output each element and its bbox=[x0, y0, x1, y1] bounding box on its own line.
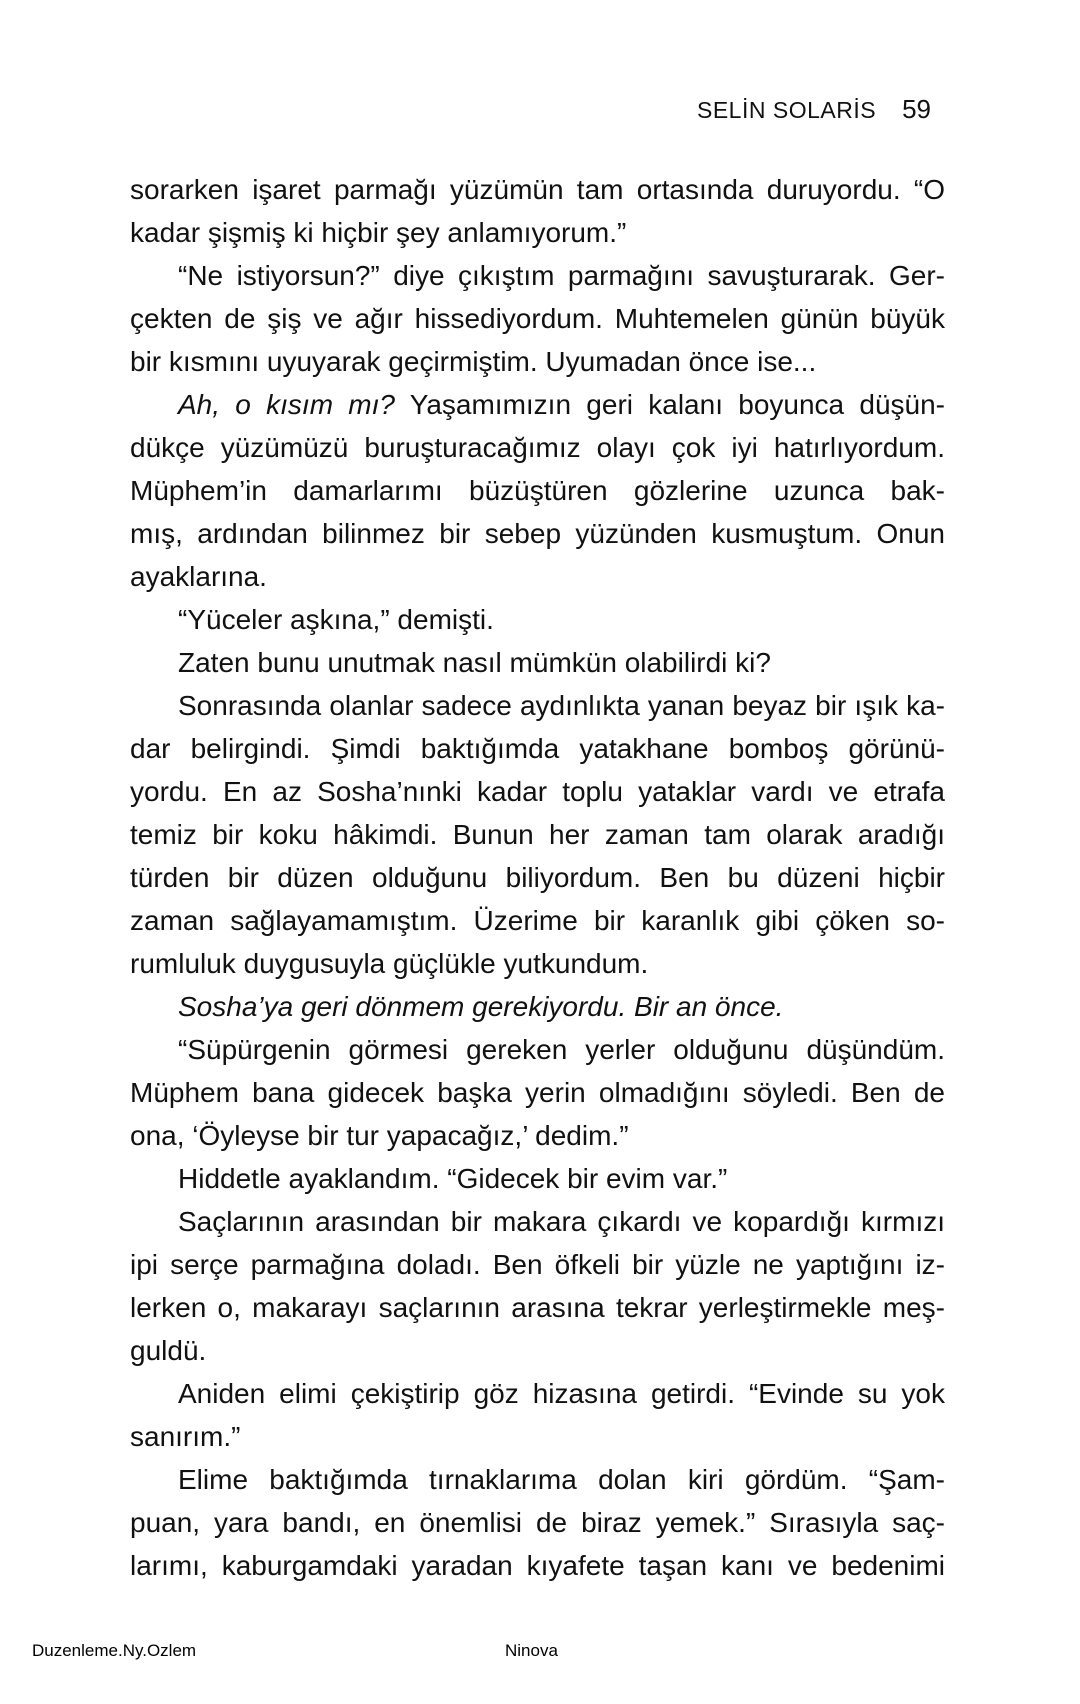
line-content bbox=[130, 905, 945, 936]
paragraph bbox=[130, 641, 945, 684]
text-line bbox=[130, 1157, 945, 1200]
running-title: SELİN SOLARİS bbox=[697, 97, 877, 123]
paragraph bbox=[130, 598, 945, 641]
line-text: mış, ardından bilinmez bir sebep yüzünden kusmuştum. Onun bbox=[130, 518, 945, 549]
text-line bbox=[130, 1200, 945, 1243]
paragraph bbox=[130, 1157, 945, 1200]
text-line bbox=[130, 1028, 945, 1071]
text-line bbox=[130, 813, 945, 856]
line-text: larımı, kaburgamdaki yaradan kıyafete taşan kanı ve bedenimi bbox=[130, 1550, 945, 1581]
text-line bbox=[130, 1329, 945, 1372]
line-text: Sonrasında olanlar sadece aydınlıkta yanan beyaz bir ışık ka- bbox=[178, 690, 945, 721]
line-text: “Süpürgenin görmesi gereken yerler olduğunu düşündüm. bbox=[178, 1034, 945, 1065]
paragraph bbox=[130, 383, 945, 598]
line-text: zaman sağlayamamıştım. Üzerime bir karanlık gibi çöken so- bbox=[130, 905, 945, 936]
line-text: Zaten bunu unutmak nasıl mümkün olabilirdi ki? bbox=[178, 647, 771, 678]
line-content bbox=[130, 733, 945, 764]
footer-credit: Duzenleme.Ny.Ozlem bbox=[32, 1641, 197, 1660]
line-content bbox=[130, 303, 945, 334]
text-line bbox=[130, 1372, 945, 1415]
line-text: temiz bir koku hâkimdi. Bunun her zaman tam olarak aradığı bbox=[130, 819, 945, 850]
line-content bbox=[130, 1550, 945, 1581]
text-line bbox=[130, 555, 945, 598]
line-content bbox=[178, 991, 783, 1022]
text-line bbox=[130, 1286, 945, 1329]
line-text: Sosha’ya geri dönmem gerekiyordu. Bir an önce. bbox=[178, 991, 784, 1022]
line-content bbox=[130, 1120, 629, 1151]
line-text: dar belirgindi. Şimdi baktığımda yatakhane bomboş görünü- bbox=[130, 733, 945, 764]
text-line bbox=[130, 340, 945, 383]
text-line bbox=[130, 1544, 945, 1587]
text-line bbox=[130, 598, 945, 641]
text-line bbox=[130, 942, 945, 985]
line-content bbox=[130, 174, 945, 205]
line-text: bir kısmını uyuyarak geçirmiştim. Uyumadan önce ise... bbox=[130, 346, 817, 377]
text-line bbox=[130, 1114, 945, 1157]
line-text: rumluluk duygusuyla güçlükle yutkundum. bbox=[130, 948, 649, 979]
line-content bbox=[178, 604, 494, 635]
text-line bbox=[130, 383, 945, 426]
line-text: “Yüceler aşkına,” demişti. bbox=[178, 604, 494, 635]
line-content bbox=[130, 862, 945, 893]
line-content bbox=[130, 776, 945, 807]
text-line bbox=[130, 1458, 945, 1501]
line-content bbox=[130, 518, 945, 549]
text-line bbox=[130, 1071, 945, 1114]
line-text: Aniden elimi çekiştirip göz hizasına getirdi. “Evinde su yok bbox=[178, 1378, 945, 1409]
line-text: ayaklarına. bbox=[130, 561, 267, 592]
paragraph bbox=[130, 254, 945, 383]
paragraph bbox=[130, 1372, 945, 1458]
line-content bbox=[130, 819, 945, 850]
line-text: kadar şişmiş ki hiçbir şey anlamıyorum.” bbox=[130, 217, 627, 248]
line-text: lerken o, makarayı saçlarının arasına tekrar yerleştirmekle meş- bbox=[130, 1292, 945, 1323]
line-content bbox=[178, 1163, 727, 1194]
line-content bbox=[130, 346, 816, 377]
text-line bbox=[130, 1243, 945, 1286]
line-text: sorarken işaret parmağı yüzümün tam ortasında duruyordu. “O bbox=[130, 174, 945, 205]
text-line bbox=[130, 469, 945, 512]
line-content bbox=[130, 1507, 945, 1538]
line-text: yordu. En az Sosha’nınki kadar toplu yataklar vardı ve etrafa bbox=[130, 776, 945, 807]
line-content bbox=[130, 1335, 206, 1366]
line-text: çekten de şiş ve ağır hissediyordum. Muhtemelen günün büyük bbox=[130, 303, 945, 334]
line-text: Yaşamımızın geri kalanı boyunca düşün- bbox=[409, 389, 945, 420]
paragraph bbox=[130, 1028, 945, 1157]
line-content bbox=[178, 690, 945, 721]
line-content bbox=[130, 1421, 240, 1452]
text-line bbox=[130, 727, 945, 770]
text-line bbox=[130, 211, 945, 254]
line-text: “Ne istiyorsun?” diye çıkıştım parmağını savuşturarak. Ger- bbox=[178, 260, 945, 291]
paragraph bbox=[130, 985, 945, 1028]
line-content bbox=[130, 1249, 945, 1280]
footer-publisher: Ninova bbox=[505, 1641, 558, 1660]
page-number: 59 bbox=[902, 94, 931, 124]
line-text: Müphem bana gidecek başka yerin olmadığını söyledi. Ben de bbox=[130, 1077, 945, 1108]
text-line bbox=[130, 297, 945, 340]
line-text: ipi serçe parmağına doladı. Ben öfkeli bir yüzle ne yaptığını iz- bbox=[130, 1249, 945, 1280]
line-text: Müphem’in damarlarımı büzüştüren gözlerine uzunca bak- bbox=[130, 475, 945, 506]
paragraph bbox=[130, 1458, 945, 1587]
text-line bbox=[130, 856, 945, 899]
line-text: puan, yara bandı, en önemlisi de biraz yemek.” Sırasıyla saç- bbox=[130, 1507, 945, 1538]
paragraph bbox=[130, 1200, 945, 1372]
text-line bbox=[130, 985, 945, 1028]
line-content bbox=[130, 561, 267, 592]
text-line bbox=[130, 1415, 945, 1458]
line-content bbox=[130, 217, 626, 248]
line-text: guldü. bbox=[130, 1335, 207, 1366]
line-text: dükçe yüzümüzü buruşturacağımız olayı çok iyi hatırlıyordum. bbox=[130, 432, 945, 463]
line-content bbox=[130, 432, 945, 463]
text-line bbox=[130, 512, 945, 555]
line-content bbox=[130, 475, 945, 506]
line-content bbox=[130, 1292, 945, 1323]
line-text: sanırım.” bbox=[130, 1421, 241, 1452]
italic-thought: Ah, o kısım mı? bbox=[178, 389, 395, 420]
text-line bbox=[130, 168, 945, 211]
text-line bbox=[130, 254, 945, 297]
line-content bbox=[178, 260, 945, 291]
line-content bbox=[130, 1077, 945, 1108]
line-text: Hiddetle ayaklandım. “Gidecek bir evim var.” bbox=[178, 1163, 728, 1194]
text-line bbox=[130, 1501, 945, 1544]
line-content bbox=[178, 647, 771, 678]
text-line bbox=[130, 426, 945, 469]
body-text bbox=[130, 168, 945, 1587]
text-line bbox=[130, 641, 945, 684]
line-text: ona, ‘Öyleyse bir tur yapacağız,’ dedim.” bbox=[130, 1120, 629, 1151]
line-text: Saçlarının arasından bir makara çıkardı ve kopardığı kırmızı bbox=[178, 1206, 945, 1237]
line-content bbox=[130, 948, 648, 979]
line-text: türden bir düzen olduğunu biliyordum. Ben bu düzeni hiçbir bbox=[130, 862, 945, 893]
paragraph bbox=[130, 168, 945, 254]
text-line bbox=[130, 899, 945, 942]
text-line bbox=[130, 770, 945, 813]
line-content bbox=[178, 389, 945, 420]
line-content bbox=[178, 1034, 945, 1065]
paragraph bbox=[130, 684, 945, 985]
line-content bbox=[178, 1464, 945, 1495]
running-header bbox=[697, 94, 931, 125]
line-content bbox=[178, 1206, 945, 1237]
line-content bbox=[178, 1378, 945, 1409]
line-text: Elime baktığımda tırnaklarıma dolan kiri gördüm. “Şam- bbox=[178, 1464, 945, 1495]
text-line bbox=[130, 684, 945, 727]
